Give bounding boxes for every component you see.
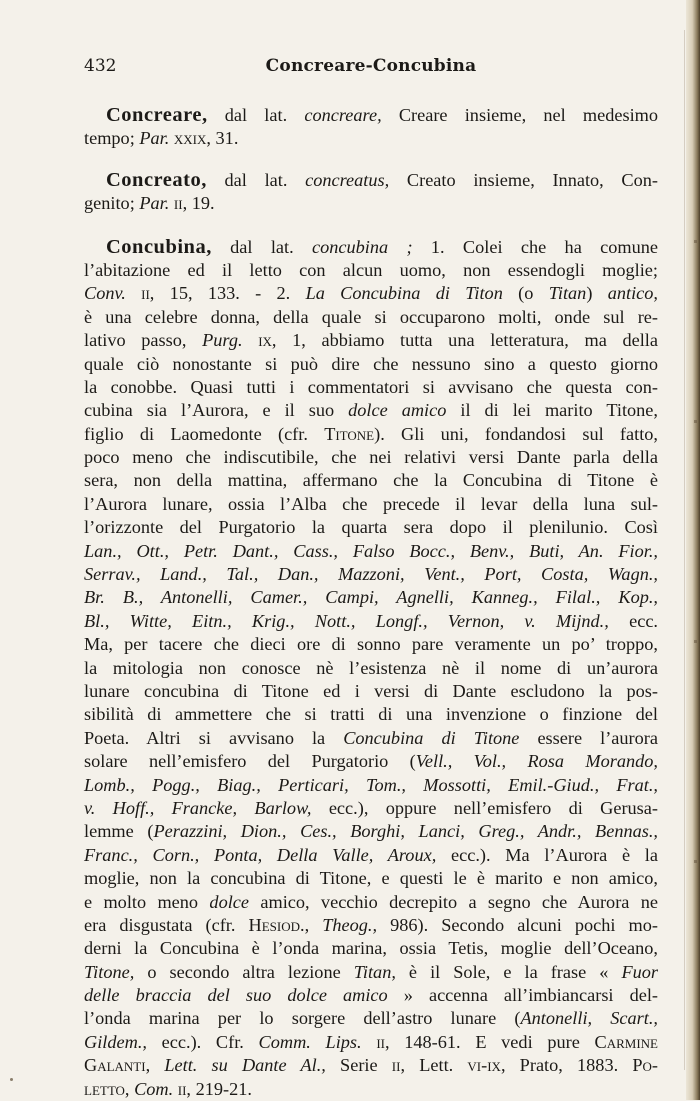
text-run: Ma, per tacere che dieci ore di sonno pare veramente un po’ troppo, (84, 634, 658, 655)
text-run: poco meno che indiscutibile, che nei relativi versi Dante parla della (84, 447, 658, 468)
text-line (84, 127, 658, 150)
text-run: Carmine (594, 1031, 658, 1052)
page-header (84, 56, 658, 82)
text-line (84, 703, 658, 726)
text-run: Lan., Ott., Petr. Dant., Cass., Falso Bocc., Benv., Buti, An. Fior., (84, 540, 658, 561)
text-run: 986). Secondo alcuni pochi mo- (377, 914, 659, 935)
text-run: , 31. (206, 128, 239, 149)
text-run: Creare insieme, nel medesimo (381, 105, 659, 125)
text-run: vi-ix (467, 1055, 501, 1076)
text-run: l’orizzonte del Purgatorio la quarta sera dopo il plenilunio. Così (84, 517, 658, 538)
text-run: dolce amico (348, 400, 447, 421)
paper-speck (10, 1078, 13, 1081)
text-run: e molto meno (84, 891, 210, 912)
text-line (84, 169, 658, 192)
margin-speck (694, 240, 697, 243)
text-run: Galanti (84, 1055, 146, 1076)
text-line (84, 353, 658, 376)
text-run: Po- (632, 1055, 658, 1076)
text-run: » accenna all’imbiancarsi del- (387, 985, 658, 1006)
text-line (84, 306, 658, 329)
text-run: dal lat. (206, 169, 306, 190)
entry-concreare (84, 104, 658, 151)
text-run: Serie (325, 1055, 392, 1076)
text-run: essere l’aurora (519, 727, 658, 748)
text-run: concreare, (304, 105, 382, 125)
text-line (84, 329, 658, 352)
text-run: Bl., Witte, Eitn., Krig., Nott., Longf., Vernon, v. Mijnd., (84, 610, 609, 631)
text-run: è una celebre donna, della quale si occuparono molti, onde sul re- (84, 306, 658, 327)
text-run: ii (173, 193, 183, 214)
text-run: La Concubina di Titon (305, 283, 503, 304)
text-line (84, 376, 658, 399)
text-run: lemme ( (84, 821, 154, 842)
text-line (84, 1007, 658, 1030)
text-run: solare nell’emisfero del Purgatorio ( (84, 751, 416, 772)
text-run: 1. Colei che ha comune (412, 236, 659, 257)
text-line (84, 844, 658, 867)
text-run: tempo; (84, 128, 140, 149)
gutter-line (684, 30, 685, 1070)
dictionary-text (84, 104, 658, 1101)
text-run: genito; (84, 193, 140, 214)
text-run: , 148-61. E vedi pure (385, 1031, 595, 1052)
text-run: antico, (607, 283, 658, 304)
text-run: , (145, 1055, 165, 1076)
text-run: sera, non della mattina, affermano che la Concubina di Titone è (84, 470, 658, 491)
text-run: ii (376, 1031, 385, 1052)
text-run: v. Hoff., Francke, Barlow, (84, 797, 312, 818)
text-line (84, 750, 658, 773)
text-run: Purg. (202, 330, 243, 351)
text-run: Par. (139, 128, 170, 149)
text-run: (o (502, 283, 549, 304)
text-run: ix (258, 330, 272, 351)
text-run: Com. (134, 1078, 174, 1099)
text-run: Conv. (84, 283, 126, 304)
text-run: Lomb., Pogg., Biag., Perticari, Tom., Mossotti, Emil.-Giud., Frat., (84, 774, 658, 795)
entry-headword: Concreato, (106, 168, 207, 191)
text-run: Poeta. Altri si avvisano la (84, 727, 344, 748)
text-line (84, 914, 658, 937)
text-line (84, 236, 658, 259)
text-run: ). Gli uni, fondandosi sul fatto, (374, 423, 659, 444)
text-line (84, 1078, 658, 1101)
text-run: ii (141, 283, 150, 304)
text-line (84, 563, 658, 586)
text-run: , (124, 1078, 135, 1099)
text-line (84, 516, 658, 539)
text-run: , 219-21. (186, 1078, 252, 1099)
text-run: concubina ; (312, 236, 413, 257)
text-run: Creato insieme, Innato, Con- (389, 169, 658, 190)
text-line (84, 961, 658, 984)
text-run: xxix (173, 128, 207, 149)
text-run (362, 1032, 377, 1052)
text-run: Titan, (353, 961, 396, 982)
text-line (84, 984, 658, 1007)
text-line (84, 104, 658, 127)
text-run: dolce (209, 891, 250, 912)
text-run: , 15, 133. - 2. (149, 283, 306, 304)
text-run: è il Sole, e la frase « (395, 961, 622, 982)
text-run: Perazzini, Dion., Ces., Borghi, Lanci, Greg., Andr., Bennas., (153, 821, 658, 842)
text-run: Titone (324, 423, 375, 444)
text-run: la conobbe. Quasi tutti i commentatori si avvisano che questa con- (84, 376, 658, 397)
text-run: il di lei marito Titone, (446, 400, 658, 421)
text-line (84, 774, 658, 797)
margin-speck (694, 640, 697, 643)
text-run: derni la Concubina è l’onda marina, ossia Tetis, moglie dell’Oceano, (84, 938, 658, 959)
text-line (84, 657, 658, 680)
text-run: Gildem., (84, 1031, 147, 1052)
text-run: ecc. (608, 610, 659, 631)
text-run: ecc.). Ma l’Aurora è la (436, 844, 658, 865)
text-run: Serrav., Land., Tal., Dan., Mazzoni, Vent., Port, Costa, Wagn., (84, 564, 658, 585)
text-line (84, 282, 658, 305)
text-run: ii (391, 1055, 401, 1076)
text-run: l’abitazione ed il letto con alcun uomo, non essendogli moglie; (84, 259, 658, 280)
text-line (84, 540, 658, 563)
text-run: figlio di Laomedonte (cfr. (84, 423, 325, 444)
text-run: la mitologia non conosce nè l’esistenza nè il nome di un’aurora (84, 657, 658, 678)
text-run: era disgustata (cfr. (84, 914, 249, 935)
text-line (84, 867, 658, 890)
text-line (84, 192, 658, 215)
text-run: , 19. (182, 193, 215, 214)
text-run (243, 330, 259, 350)
text-run: l’Aurora lunare, ossia l’Alba che precede il levar della luna sul- (84, 493, 658, 514)
text-line (84, 727, 658, 750)
text-run: lunare concubina di Titone ed i versi di Dante escludono la pos- (84, 680, 658, 701)
text-line (84, 633, 658, 656)
running-title: Concreare-Concubina (265, 56, 477, 76)
text-run: , 1, abbiamo tutta una letteratura, ma della (271, 330, 658, 351)
text-run: Br. B., Antonelli, Camer., Campi, Agnelli, Kanneg., Filal., Kop., (84, 587, 658, 608)
text-run: dal lat. (207, 105, 305, 125)
text-run: , (304, 914, 323, 935)
text-run: , Prato, 1883. (500, 1055, 633, 1076)
text-run: concreatus, (305, 169, 390, 190)
text-run: Vell., Vol., Rosa Morando, (415, 751, 658, 772)
text-line (84, 399, 658, 422)
margin-speck (694, 420, 697, 423)
text-line (84, 797, 658, 820)
text-line (84, 937, 658, 960)
text-run: Comm. Lips. (258, 1031, 362, 1052)
text-run: Par. (139, 193, 170, 214)
text-line (84, 820, 658, 843)
text-run: ) (586, 283, 608, 304)
text-run: sibilità di ammettere che si tratti di una invenzione o finzione del (84, 704, 658, 725)
text-run: dal lat. (211, 236, 312, 257)
text-run: Lett. su Dante Al., (164, 1055, 326, 1076)
entry-headword: Concubina, (106, 235, 212, 258)
text-run: o secondo altra lezione (134, 961, 354, 982)
entry-concubina (84, 236, 658, 1101)
text-run: ecc.). Cfr. (146, 1031, 259, 1052)
text-run: cubina sia l’Aurora, e il suo (84, 400, 349, 421)
entry-concreato (84, 169, 658, 216)
text-line (84, 1031, 658, 1054)
text-run: Titone, (84, 961, 135, 982)
text-run: , Lett. (400, 1055, 468, 1076)
text-line (84, 891, 658, 914)
text-run: Antonelli, Scart., (520, 1008, 658, 1029)
text-run: Titan (548, 283, 587, 304)
margin-speck (694, 860, 697, 863)
text-line (84, 586, 658, 609)
text-line (84, 610, 658, 633)
text-run: l’onda marina per lo sorgere dell’astro lunare ( (84, 1008, 521, 1029)
page-number: 432 (84, 56, 117, 76)
text-run: Fuor (621, 961, 658, 982)
text-run: ecc.), oppure nell’emisfero di Gerusa- (311, 797, 658, 818)
text-run: moglie, non la concubina di Titone, e questi le è marito e non amico, (84, 868, 658, 889)
text-run: lativo passo, (84, 330, 203, 351)
text-run: quale ciò nonostante si può dire che nessuno sino a questo giorno (84, 353, 658, 374)
text-run: Concubina di Titone (343, 727, 520, 748)
book-spine-shadow (686, 0, 700, 1100)
text-run: Theog., (322, 914, 378, 935)
text-run: Franc., Corn., Ponta, Della Valle, Aroux, (84, 844, 437, 865)
text-run (126, 283, 141, 303)
text-line (84, 469, 658, 492)
text-run: delle braccia del suo dolce amico (84, 985, 388, 1006)
text-line (84, 680, 658, 703)
entry-headword: Concreare, (106, 104, 208, 126)
text-line (84, 446, 658, 469)
text-run: letto (84, 1078, 125, 1099)
text-line (84, 423, 658, 446)
text-line (84, 493, 658, 516)
text-line (84, 259, 658, 282)
text-line (84, 1054, 658, 1077)
text-run: Hesiod. (248, 914, 305, 935)
text-run: amico, vecchio decrepito a segno che Aurora ne (249, 891, 658, 912)
text-run: ii (177, 1078, 187, 1099)
